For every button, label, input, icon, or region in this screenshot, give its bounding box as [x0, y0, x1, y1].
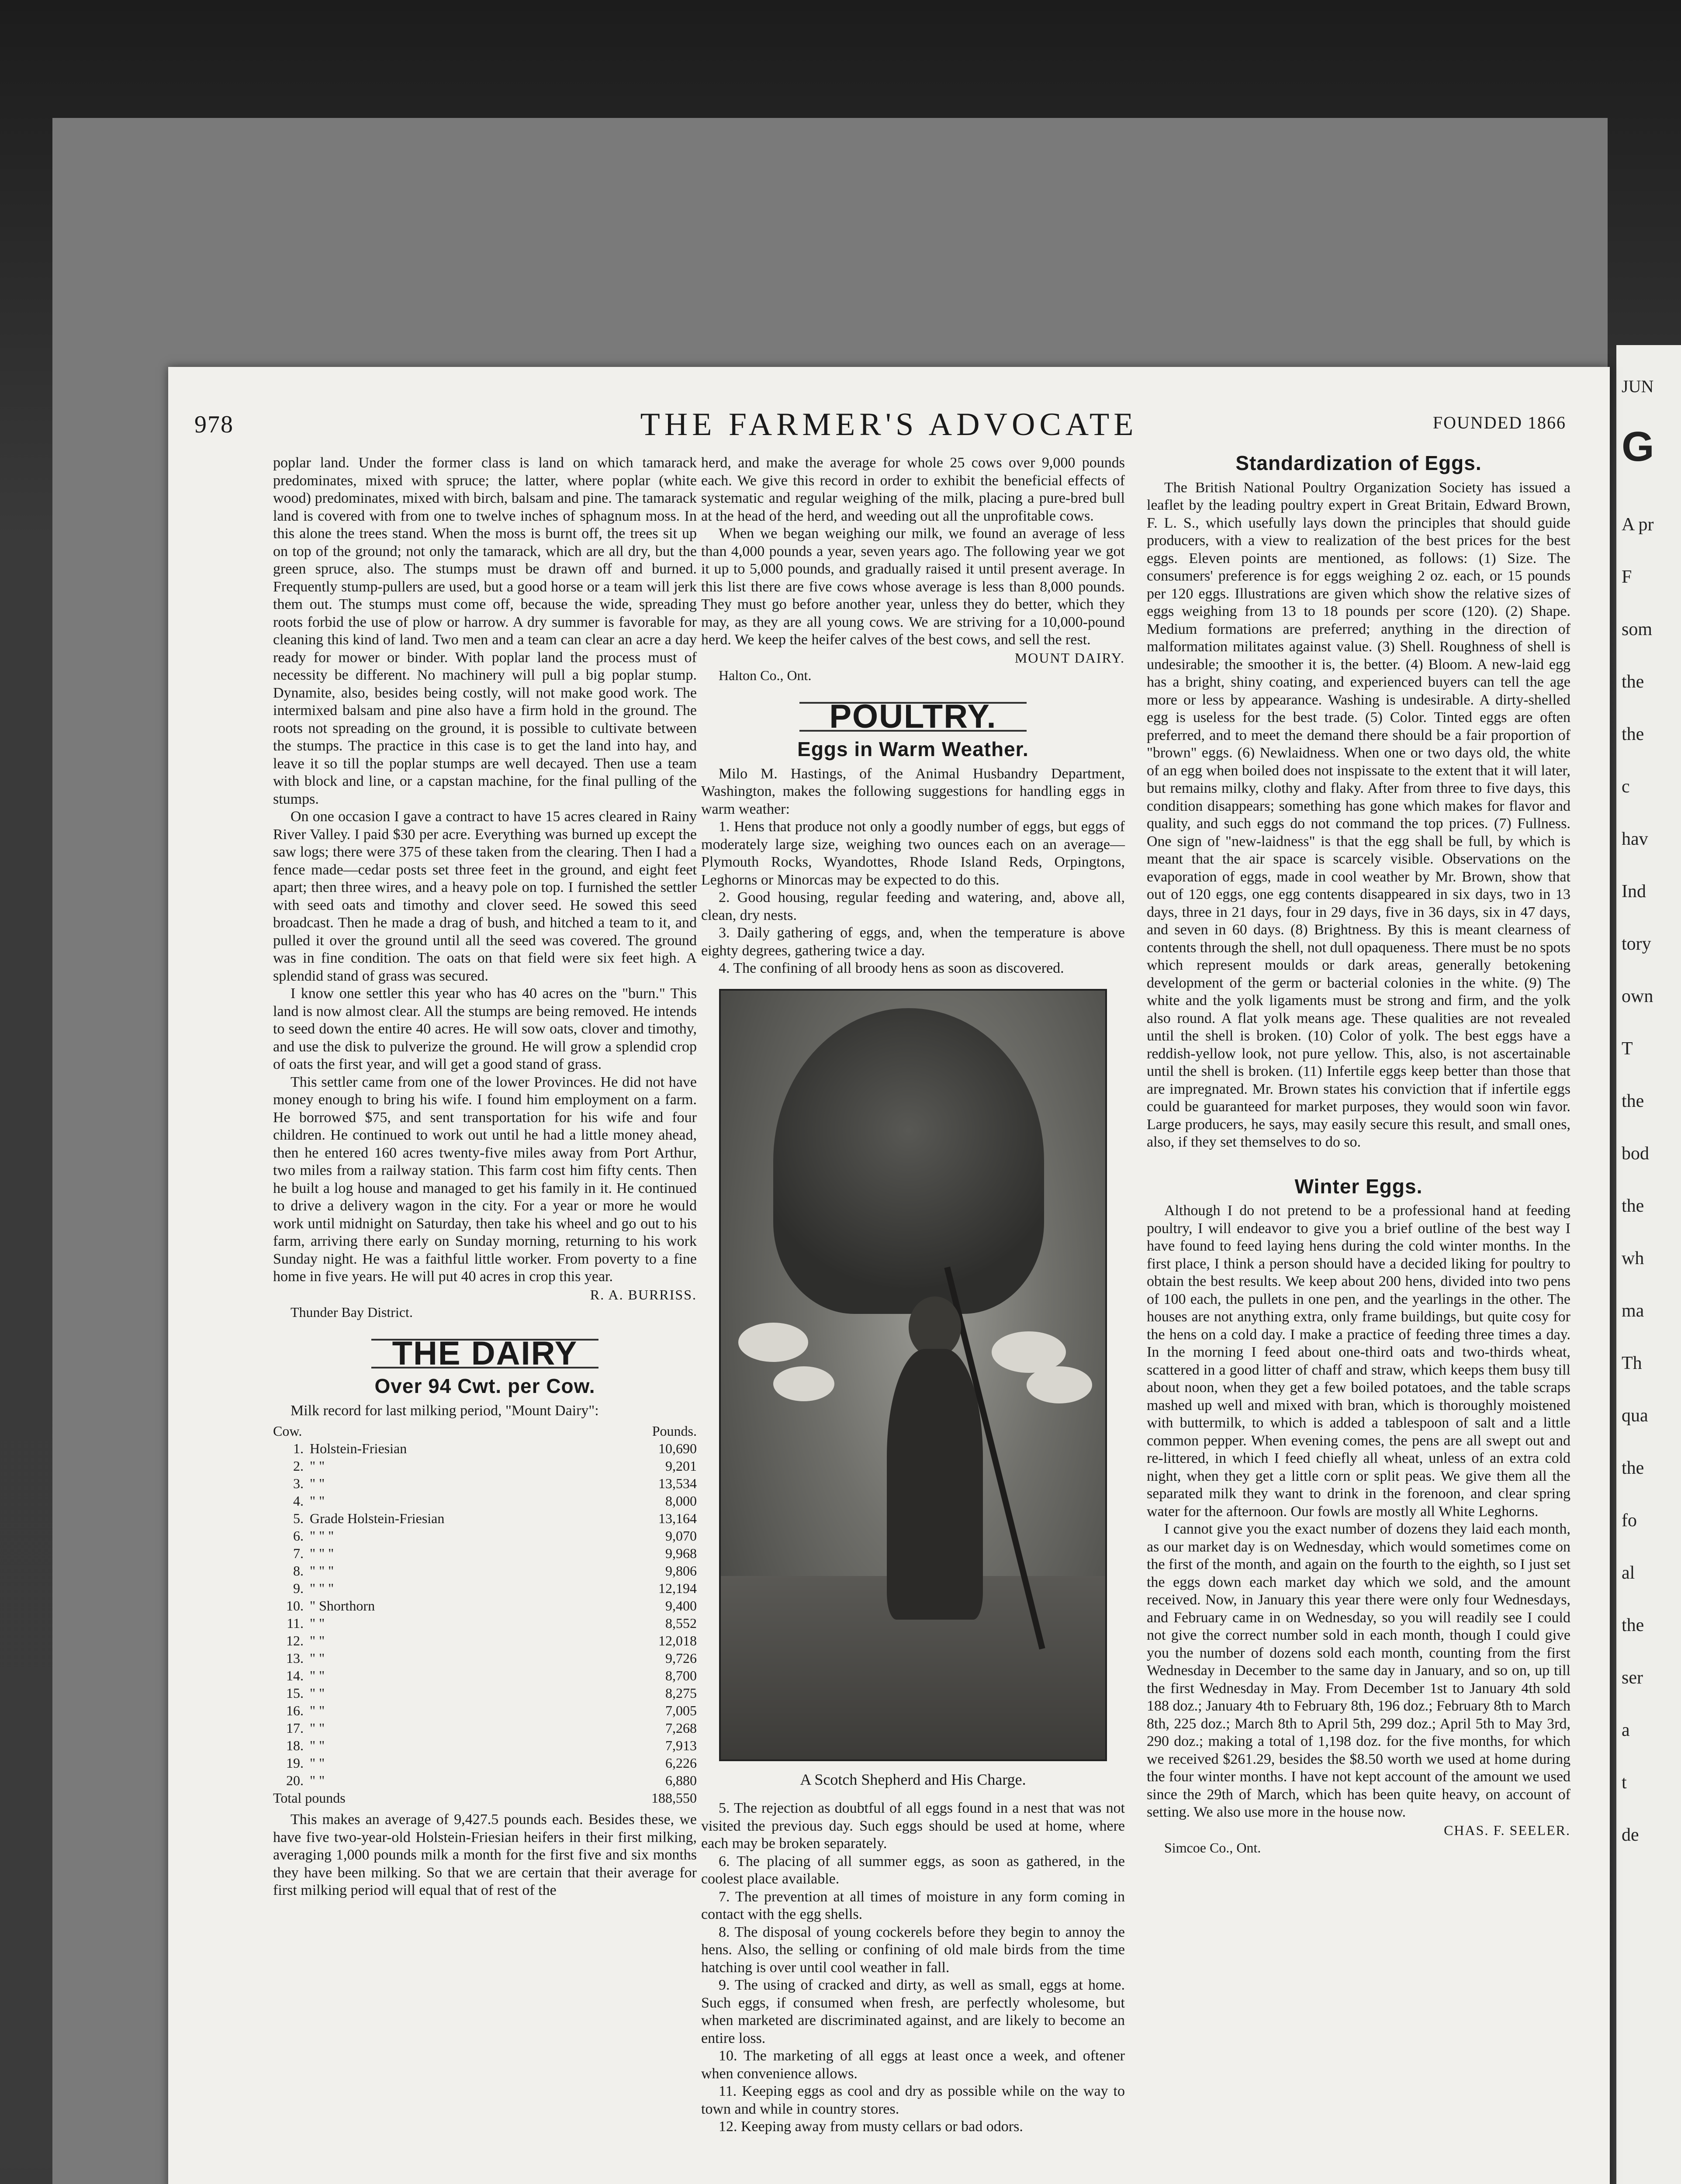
- cow-breed: " ": [310, 1703, 325, 1718]
- list-item: 4. The confining of all broody hens as soon as discovered.: [719, 960, 1064, 976]
- article-title: Winter Eggs.: [1294, 1175, 1423, 1198]
- list-item: 10. The marketing of all eggs at least once a week, and oftener when convenience allows.: [701, 2048, 1125, 2082]
- cow-breed: " ": [310, 1458, 325, 1474]
- photo-shepherd-head: [909, 1296, 961, 1358]
- cow-pounds: 9,968: [665, 1545, 697, 1561]
- running-head: [186, 402, 1592, 441]
- column-3: [1147, 454, 1570, 1857]
- list-item: 8. The disposal of young cockerels before they begin to annoy the hens. Also, the selling or confining of old male birds from the time hatching is over until cool weather in fall.: [701, 1924, 1125, 1976]
- author-signature: MOUNT DAIRY.: [1014, 650, 1125, 666]
- article-paragraph: When we began weighing our milk, we found an average of less than 4,000 pounds a year, seven years ago. The following year we got it up to 5,000 pounds, and gradually raised it until present average. In this list there are five cows whose average is less than 8,000 pounds. They must go before another year, unless they do better, which they may, as they are all young cows. We are striving for a 10,000-pound herd. We keep the heifer calves of the best cows, and sell the rest.: [701, 525, 1125, 648]
- adjacent-page-fragment: de: [1622, 1825, 1639, 1845]
- table-header-pounds: Pounds.: [652, 1423, 697, 1439]
- cow-breed: " ": [310, 1633, 325, 1648]
- cow-pounds: 7,268: [665, 1720, 697, 1736]
- cow-breed: " " ": [310, 1545, 334, 1561]
- article-paragraph: The British National Poultry Organization Society has issued a leaflet by the leading poultry expert in Great Britain, Edward Brown, F. L. S., which usefully lays down the principles that should guide producers, with a view to realization of the best prices for the best eggs. Eleven points are mentioned, as follows: (1) Size. The consumers' preference is for eggs weighing 2 oz. each, or 15 pounds per 120 eggs. Illustrations are given which show the relative sizes of eggs weighing from 13 to 18 pounds per score (120). (2) Shape. Medium formations are preferred; anything in the direction of malformation militates against value. (3) Shell. Roughness of shell is undesirable; the smoother it is, the better. (4) Bloom. A new-laid egg has a bright, shiny coating, and experienced buyers can tell the age more or less by appearance. Washing is undesirable. A dirty-shelled egg is useless for the best trade. (5) Color. Tinted eggs are often preferred, and to meet the demand there should be a fair proportion of "brown" eggs. (6) Newlaidness. When one or two days old, the white of an egg when boiled does not inspissate to the extent that it will later, but remains milky, clothy and flaky. After from three to five days, this condition disappears; something has gone which makes for flavor and quality, and such eggs do not command the top prices. (7) Fullness. One sign of "new-laidness" is that the egg shall be full, by which is meant that the air space is scarcely visible. Observations on the evaporation of eggs, made in cool weather by Mr. Brown, show that out of 120 eggs, one egg contents disappeared in six days, two in 13 days, three in 21 days, four in 29 days, five in 36 days, six in 47 days, and seven in 60 days. (8) Brightness. By this is meant clearness of contents through the shell, not dull opaqueness. There must be no spots which represent moulds or dark areas, generally betokening development of the germ or bacterial colonies in the white. (9) The white and the yolk ligaments must be strong and firm, and the yolk also round. A flat yolk means age. These qualities are not revealed until the shell is broken. (10) Color of yolk. The best eggs have a reddish-yellow look, not pure yellow. This, also, is not ascertainable until the shell is broken. (11) Infertile eggs keep better than those that are impregnated. Mr. Brown states his conviction that if infertile eggs could be guaranteed for market purposes, they would soon win favor. Large producers, he says, may easily secure this result, and small ones, also, if they set themselves to do so.: [1147, 479, 1570, 1150]
- cow-pounds: 9,806: [665, 1563, 697, 1579]
- cow-pounds: 8,275: [665, 1685, 697, 1701]
- adjacent-page-fragment: own: [1622, 986, 1653, 1006]
- cow-number: 8.: [293, 1563, 304, 1579]
- journal-title: THE FARMER'S ADVOCATE: [640, 407, 1138, 442]
- adjacent-page-fragment: fo: [1622, 1510, 1637, 1531]
- adjacent-page-fragment: c: [1622, 777, 1630, 797]
- cow-breed: " " ": [310, 1528, 334, 1544]
- table-row: [273, 1684, 697, 1702]
- list-item: 7. The prevention at all times of moisture in any form coming in contact with the egg shells.: [701, 1888, 1125, 1922]
- table-row: [273, 1737, 697, 1754]
- table-row: [273, 1649, 697, 1667]
- article-title: Standardization of Eggs.: [1235, 452, 1482, 474]
- photo-sheep: [738, 1323, 808, 1362]
- cow-breed: Holstein-Friesian: [310, 1441, 407, 1456]
- cow-number: 10.: [286, 1598, 304, 1614]
- article-paragraph: This settler came from one of the lower Provinces. He did not have money enough to bring his wife. I found him employment on a farm. He borrowed $75, and sent transportation for his wife and four children. He continued to work out until he had a little money ahead, then he entered 160 acres twenty-five miles away from Port Arthur, two miles from a railway station. This farm cost him fifty cents. Then he built a log house and managed to get his family in it. He continued to drive a delivery wagon in the city. For a year or more he would work until midnight on Saturday, then take his wheel and go out to his farm, arriving there early on Sunday morning, returning to his work Sunday night. He was a faithful little worker. From poverty to a fine home in five years. He will put 40 acres in crop this year.: [273, 1074, 697, 1285]
- article-paragraph: Milo M. Hastings, of the Animal Husbandry Department, Washington, makes the following suggestions for handling eggs in warm weather:: [701, 765, 1125, 817]
- section-banner-dairy: THE DAIRY: [371, 1339, 598, 1369]
- adjacent-page-fragment: ma: [1622, 1301, 1644, 1321]
- adjacent-page-fragment: F: [1622, 567, 1632, 587]
- cow-breed: " ": [310, 1755, 325, 1771]
- table-row: [273, 1632, 697, 1649]
- list-item: 2. Good housing, regular feeding and watering, and, above all, clean, dry nests.: [701, 889, 1125, 923]
- table-row: [273, 1702, 697, 1719]
- adjacent-page-heading-letter: G: [1622, 423, 1654, 470]
- cow-number: 12.: [286, 1633, 304, 1648]
- total-label: Total pounds: [273, 1790, 346, 1806]
- adjacent-page-fragment: tory: [1622, 934, 1651, 954]
- cow-pounds: 13,534: [658, 1476, 697, 1491]
- shepherd-photograph: [719, 989, 1107, 1761]
- cow-number: 5.: [293, 1510, 304, 1526]
- table-row: [273, 1492, 697, 1510]
- cow-breed: " ": [310, 1650, 325, 1666]
- list-item: 9. The using of cracked and dirty, as well as small, eggs at home. Such eggs, if consumed when fresh, are perfectly wholesome, but when marketed are discriminated against, and are likely to become an entire loss.: [701, 1977, 1125, 2046]
- cow-breed: " ": [310, 1685, 325, 1701]
- column-1: [273, 454, 697, 1900]
- cow-breed: " " ": [310, 1580, 334, 1596]
- list-item: 12. Keeping away from musty cellars or bad odors.: [719, 2118, 1023, 2135]
- cow-number: 14.: [286, 1668, 304, 1683]
- cow-breed: " ": [310, 1738, 325, 1753]
- adjacent-page-fragment: a: [1622, 1720, 1630, 1740]
- cow-number: 16.: [286, 1703, 304, 1718]
- adjacent-page-fragment: bod: [1622, 1144, 1649, 1164]
- cow-breed: " ": [310, 1668, 325, 1683]
- article-title: Over 94 Cwt. per Cow.: [374, 1375, 595, 1397]
- cow-number: 1.: [293, 1441, 304, 1456]
- adjacent-page-fragment: ser: [1622, 1668, 1643, 1688]
- photo-shepherd: [887, 1349, 983, 1620]
- cow-pounds: 7,005: [665, 1703, 697, 1718]
- cow-pounds: 7,913: [665, 1738, 697, 1753]
- cow-breed: " Shorthorn: [310, 1598, 375, 1614]
- author-signature: R. A. BURRISS.: [590, 1286, 697, 1303]
- cow-pounds: 9,400: [665, 1598, 697, 1614]
- cow-number: 11.: [287, 1615, 304, 1631]
- cow-number: 17.: [286, 1720, 304, 1736]
- adjacent-page-fragment: the: [1622, 672, 1644, 692]
- cow-pounds: 9,070: [665, 1528, 697, 1544]
- article-paragraph: On one occasion I gave a contract to have 15 acres cleared in Rainy River Valley. I paid $30 per acre. Everything was burned up except the saw logs; there were 375 of these taken from the clearing. Then I had a fence made—cedar posts set three feet in the ground, and eight feet apart; then three wires, and a heavy pole on top. I furnished the settler with seed oats and timothy and clover seed. He sowed this seed broadcast. Then he made a drag of bush, and hitched a team to it, and pulled it over the ground until all the seed was covered. The ground was in fine condition. The oats on that field were six feet high. A splendid stand of grass was secured.: [273, 809, 697, 984]
- table-row: [273, 1754, 697, 1772]
- founded-note: FOUNDED 1866: [1432, 413, 1566, 432]
- cow-breed: " ": [310, 1493, 325, 1509]
- table-intro: Milk record for last milking period, "Mount Dairy":: [291, 1402, 599, 1419]
- cow-number: 18.: [286, 1738, 304, 1753]
- cow-pounds: 8,000: [665, 1493, 697, 1509]
- article-paragraph: I know one settler this year who has 40 acres on the "burn." This land is now almost clear. All the stumps are being removed. He intends to seed down the entire 40 acres. He will sow oats, clover and timothy, and use the disk to pulverize the ground. He will grow a splendid crop of oats the first year, and will get a good stand of grass.: [273, 985, 697, 1072]
- adjacent-page-fragment: A pr: [1622, 515, 1654, 535]
- article-title: Eggs in Warm Weather.: [797, 738, 1029, 760]
- article-paragraph: herd, and make the average for whole 25 cows over 9,000 pounds each. We give this record in order to exhibit the beneficial effects of systematic and regular weighing of the milk, placing a pure-bred bull at the head of the herd, and weeding out all the unprofitable cows.: [701, 455, 1125, 524]
- adjacent-page-fragment: wh: [1622, 1248, 1644, 1268]
- table-row: [273, 1772, 697, 1789]
- table-row: [273, 1510, 697, 1527]
- adjacent-page-fragment: t: [1622, 1773, 1627, 1793]
- adjacent-page-fragment: the: [1622, 1615, 1644, 1635]
- cow-number: 4.: [293, 1493, 304, 1509]
- cow-breed: " ": [310, 1615, 325, 1631]
- author-location: Simcoe Co., Ont.: [1164, 1840, 1261, 1856]
- cow-pounds: 13,164: [658, 1510, 697, 1526]
- table-header-cow: Cow.: [273, 1423, 302, 1439]
- adjacent-page-fragment: Th: [1622, 1353, 1642, 1373]
- list-item: 3. Daily gathering of eggs, and, when the temperature is above eighty degrees, gathering twice a day.: [701, 925, 1125, 959]
- author-signature: CHAS. F. SEELER.: [1444, 1822, 1570, 1838]
- adjacent-page-fragment: the: [1622, 1458, 1644, 1478]
- total-value: 188,550: [651, 1790, 697, 1806]
- cow-number: 6.: [293, 1528, 304, 1544]
- author-location: Halton Co., Ont.: [719, 667, 812, 683]
- article-paragraph: Although I do not pretend to be a professional hand at feeding poultry, I will endeavor to give you a brief outline of the best way I have found to feed laying hens during the cold winter months. In the first place, I think a person should have a decided liking for poultry to obtain the best results. We keep about 200 hens, divided into two pens of 100 each, the pullets in one pen, and the yearlings in the other. The houses are not anything extra, only frame buildings, but quite cosy for the hens on a cold day. I make a practice of feeding three times a day. In the morning I feed about one-third oats and two-thirds wheat, scattered in a good litter of chaff and straw, which keeps them busy till about noon, when they get a few boiled potatoes, and the table scraps mashed up well and mixed with bran, which is thoroughly moistened with buttermilk, to which is added a tablespoon of salt and a little common pepper. When evening comes, the pens are all swept out and re-littered, in which I feed chiefly all wheat, unless of an extra cold night, when they get a little corn or split peas. We give them all the separated milk they want to drink in the forenoon, and clear spring water for the afternoon. Our fowls are mostly all White Leghorns.: [1147, 1203, 1570, 1520]
- cow-breed: " " ": [310, 1563, 334, 1579]
- cow-number: 15.: [286, 1685, 304, 1701]
- table-row: [273, 1614, 697, 1632]
- table-row: [273, 1475, 697, 1492]
- cow-number: 19.: [286, 1755, 304, 1771]
- cow-pounds: 8,700: [665, 1668, 697, 1683]
- table-row: [273, 1667, 697, 1684]
- article-paragraph: This makes an average of 9,427.5 pounds each. Besides these, we have five two-year-old Holstein-Friesian heifers in their first milking, averaging 1,000 pounds milk a month for the first five and six months they have been milking. So that we are certain that their average for first milking period will equal that of rest of the: [273, 1811, 697, 1898]
- table-row: [273, 1527, 697, 1545]
- table-row: [273, 1545, 697, 1562]
- table-row: [273, 1562, 697, 1579]
- adjacent-page-fragment: Ind: [1622, 881, 1646, 902]
- adjacent-page-fragment: som: [1622, 619, 1653, 639]
- table-row: [273, 1457, 697, 1475]
- photo-tree: [773, 1008, 1044, 1314]
- cow-breed: " ": [310, 1773, 325, 1788]
- adjacent-page-fragment: T: [1622, 1039, 1633, 1059]
- photo-sheep: [1027, 1366, 1092, 1403]
- cow-pounds: 9,726: [665, 1650, 697, 1666]
- cow-number: 9.: [293, 1580, 304, 1596]
- table-row: [273, 1597, 697, 1614]
- cow-breed: " ": [310, 1720, 325, 1736]
- adjacent-page-fragment: the: [1622, 724, 1644, 744]
- list-item: 1. Hens that produce not only a goodly number of eggs, but eggs of moderately large size, weighing two ounces each on an average—Plymouth Rocks, Wyandottes, Rhode Island Reds, Orpingtons, Leghorns or Minorcas may be expected to do this.: [701, 819, 1125, 888]
- cow-breed: " ": [310, 1476, 325, 1491]
- milk-record-table: [273, 1422, 697, 1807]
- table-row: [273, 1579, 697, 1597]
- cow-pounds: 12,018: [658, 1633, 697, 1648]
- cow-number: 13.: [286, 1650, 304, 1666]
- cow-breed: Grade Holstein-Friesian: [310, 1510, 445, 1526]
- article-paragraph: poplar land. Under the former class is land on which tamarack predominates, mixed with spruce; the latter, where poplar (white wood) predominates, mixed with birch, balsam and pine. The tamarack land is covered with from one to twelve inches of sphagnum moss. In this alone the trees stand. When the moss is burnt off, the trees sit up on top of the ground; not only the tamarack, which are all dry, but the green spruce, also. The stumps must be drawn off and burned. Frequently stump-pullers are used, but a good horse or a team will jerk them out. The stumps must come off, because the wide, spreading roots forbid the use of plow or harrow. A dry summer is favorable for cleaning this kind of land. Two men and a team can clear an acre a day ready for mower or binder. With poplar land the process must of necessity be different. No machinery will pull a big poplar stump. Dynamite, also, besides being costly, will not make good work. The intermixed balsam and pine also have a firm hold in the ground. The roots not spreading on the ground, it is possible to cultivate between the stumps. The practice in this case is to get the land into hay, and leave it so till the poplar stumps are well decayed. Then use a team with block and line, or a capstan machine, for the final pulling of the stumps.: [273, 455, 697, 807]
- cow-number: 2.: [293, 1458, 304, 1474]
- photo-sheep: [773, 1366, 834, 1401]
- table-row: [273, 1440, 697, 1457]
- adjacent-page-fragment: the: [1622, 1091, 1644, 1111]
- column-2: [701, 454, 1125, 2136]
- article-paragraph: I cannot give you the exact number of dozens they laid each month, as our market day is on Wednesday, which would sometimes come on the first of the month, and again on the fourth to the eighth, so I just set the eggs down each market day which we sold, and the amount received. Now, in January this year there were only four Wednesdays, and February came in on Wednesday, so you will readily see I could not give the correct number sold in each month, though I could give you the number of dozens sold each month, counting from the first Wednesday in December to the same day in January, and so on, up till the first Wednesday in May. From December 1st to January 4th sold 188 doz.; January 4th to February 8th, 196 doz.; February 8th to March 8th, 225 doz.; March 8th to April 5th, 299 doz.; April 5th to May 3rd, 290 doz.; making a total of 1,198 doz. for the five months, for which we received $261.29, besides the $8.50 worth we used at home during the four winter months. I have not kept account of the amount we used since the 29th of March, which has been quite heavy, on account of setting. We also use more in the house now.: [1147, 1521, 1570, 1820]
- cow-number: 7.: [293, 1545, 304, 1561]
- cow-pounds: 12,194: [658, 1580, 697, 1596]
- newspaper-page: [168, 367, 1610, 2184]
- table-row: [273, 1719, 697, 1737]
- list-item: 11. Keeping eggs as cool and dry as possible while on the way to town and while in country stores.: [701, 2083, 1125, 2117]
- section-banner-poultry: POULTRY.: [799, 702, 1027, 732]
- list-item: 6. The placing of all summer eggs, as soon as gathered, in the coolest place available.: [701, 1853, 1125, 1887]
- adjacent-page-fragment: hav: [1622, 829, 1648, 849]
- adjacent-page-month: JUN: [1622, 377, 1654, 396]
- cow-pounds: 9,201: [665, 1458, 697, 1474]
- cow-pounds: 6,880: [665, 1773, 697, 1788]
- adjacent-page-fragment: al: [1622, 1563, 1635, 1583]
- cow-pounds: 6,226: [665, 1755, 697, 1771]
- adjacent-page-fragment: the: [1622, 1196, 1644, 1216]
- author-location: Thunder Bay District.: [291, 1304, 413, 1320]
- cow-pounds: 10,690: [658, 1441, 697, 1456]
- cow-number: 20.: [286, 1773, 304, 1788]
- cow-pounds: 8,552: [665, 1615, 697, 1631]
- photo-caption: A Scotch Shepherd and His Charge.: [800, 1770, 1026, 1788]
- adjacent-page-fragment: qua: [1622, 1406, 1648, 1426]
- list-item: 5. The rejection as doubtful of all eggs found in a nest that was not visited the previous day. Such eggs should be used at home, where each may be broken separately.: [701, 1800, 1125, 1852]
- page-number: 978: [194, 411, 234, 438]
- cow-number: 3.: [293, 1476, 304, 1491]
